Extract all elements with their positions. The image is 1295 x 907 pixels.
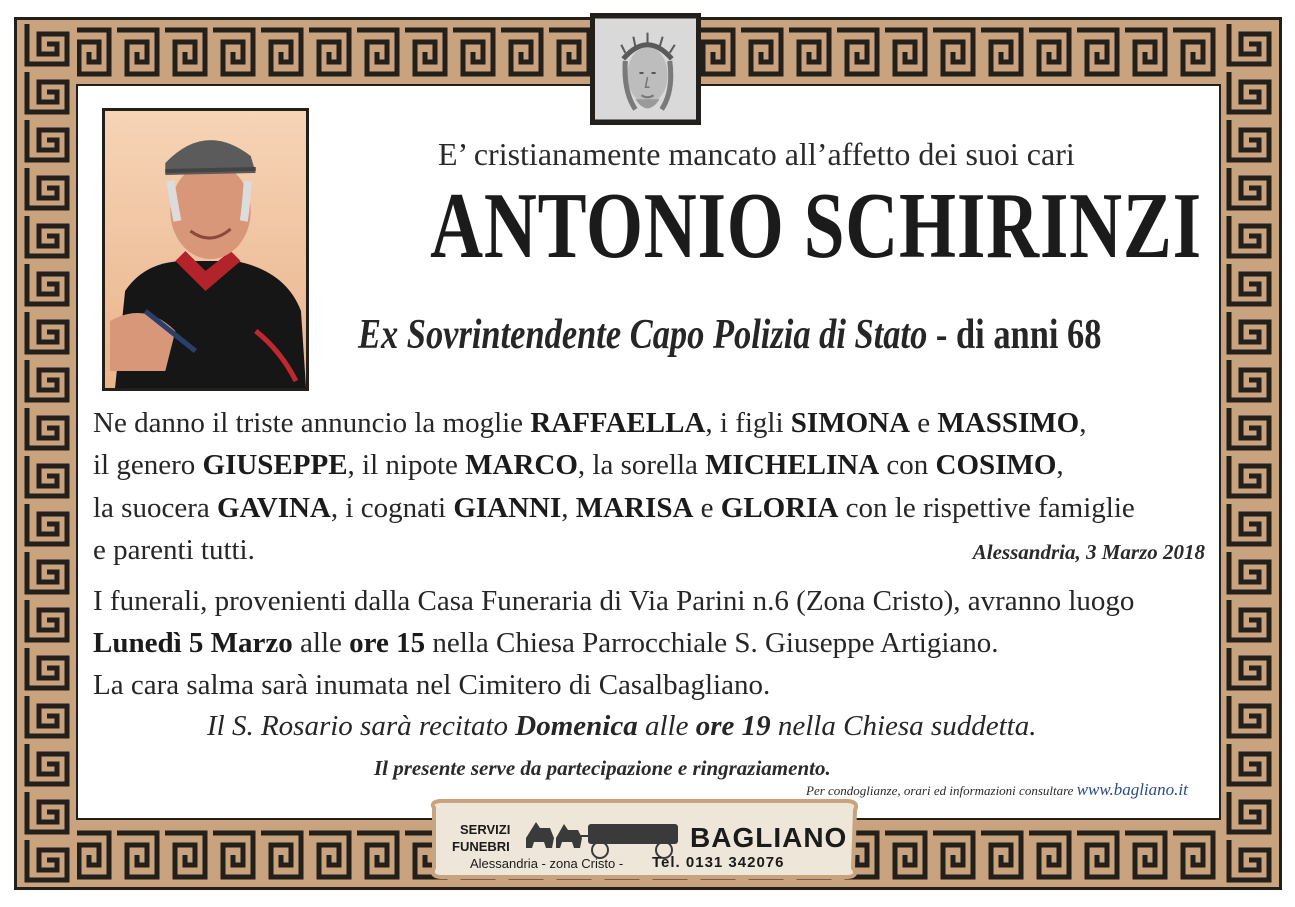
text-run: e xyxy=(693,492,721,524)
highlighted-text: GIUSEPPE xyxy=(202,449,348,481)
condolences-line xyxy=(806,780,1188,800)
text-run: con xyxy=(879,449,936,481)
text-run: con le rispettive famiglie xyxy=(838,492,1135,524)
highlighted-text: MARISA xyxy=(575,492,694,524)
highlighted-text: MARCO xyxy=(465,449,578,481)
funeral-line-3 xyxy=(93,664,1211,706)
text-run: La cara salma sarà inumata nel Cimitero di Casalbagliano. xyxy=(93,669,771,701)
text-run: , i cognati xyxy=(330,492,454,524)
meander-left xyxy=(17,20,77,887)
text-run: , la sorella xyxy=(577,449,706,481)
portrait-photo xyxy=(102,108,309,391)
logo-phone: Tel. 0131 342076 xyxy=(652,854,785,871)
role-title: Ex Sovrintendente Capo Polizia di Stato xyxy=(358,312,928,358)
meander-right xyxy=(1219,20,1279,887)
announcement-line-1 xyxy=(93,402,1211,444)
highlighted-text: GLORIA xyxy=(720,492,839,524)
text-run: Ne danno il triste annuncio la moglie xyxy=(93,407,531,439)
text-run: I funerali, provenienti dalla Casa Funeraria di Via Parini n.6 (Zona Cristo), avranno luogo xyxy=(93,585,1135,617)
text-run: , xyxy=(561,492,576,524)
place-date: Alessandria, 3 Marzo 2018 xyxy=(972,540,1205,564)
highlighted-text: RAFFAELLA xyxy=(530,407,706,439)
text-run: alle xyxy=(637,710,696,742)
logo-address: Alessandria - zona Cristo - xyxy=(470,856,624,871)
thanks-line: Il presente serve da partecipazione e ringraziamento. xyxy=(374,756,831,780)
christ-crown-of-thorns-icon xyxy=(590,13,701,125)
logo-funebri: FUNEBRI xyxy=(452,839,510,854)
rosary-line xyxy=(207,710,1036,743)
highlighted-text: MASSIMO xyxy=(937,407,1080,439)
text-run: e parenti tutti. xyxy=(93,534,255,566)
text-run: , xyxy=(1079,407,1087,439)
highlighted-text: GAVINA xyxy=(217,492,331,524)
role-separator: - xyxy=(927,312,956,358)
logo-brand: BAGLIANO xyxy=(690,822,848,853)
text-run: nella Chiesa suddetta. xyxy=(770,710,1037,742)
funeral-line-1 xyxy=(93,580,1211,622)
highlighted-text: ore 19 xyxy=(695,710,771,742)
text-run: e xyxy=(910,407,938,439)
highlighted-text: COSIMO xyxy=(935,449,1057,481)
announcement-line-3 xyxy=(93,487,1211,529)
announcement-line-2 xyxy=(93,444,1211,486)
text-run: alle xyxy=(292,627,350,659)
highlighted-text: SIMONA xyxy=(790,407,911,439)
highlighted-text: Lunedì 5 Marzo xyxy=(93,627,293,659)
intro-line: E’ cristianamente mancato all’affetto dei suoi cari xyxy=(438,136,1075,172)
text-run: la suocera xyxy=(93,492,217,524)
highlighted-text: Domenica xyxy=(515,710,638,742)
highlighted-text: MICHELINA xyxy=(705,449,880,481)
role-line xyxy=(358,311,1101,359)
condolences-text: Per condoglianze, orari ed informazioni consultare xyxy=(806,783,1077,798)
text-run: , il nipote xyxy=(347,449,466,481)
deceased-name: ANTONIO SCHIRINZI xyxy=(430,174,1202,278)
logo-servizi: SERVIZI xyxy=(460,822,511,837)
highlighted-text: ore 15 xyxy=(349,627,426,659)
text-run: , i figli xyxy=(705,407,791,439)
text-run: , xyxy=(1056,449,1064,481)
text-run: il genero xyxy=(93,449,203,481)
website-link[interactable]: www.bagliano.it xyxy=(1076,780,1188,799)
role-age: di anni 68 xyxy=(955,312,1102,358)
text-run: nella Chiesa Parrocchiale S. Giuseppe Artigiano. xyxy=(425,627,999,659)
funeral-line-2 xyxy=(93,622,1211,664)
text-run: Il S. Rosario sarà recitato xyxy=(207,710,516,742)
highlighted-text: GIANNI xyxy=(453,492,562,524)
